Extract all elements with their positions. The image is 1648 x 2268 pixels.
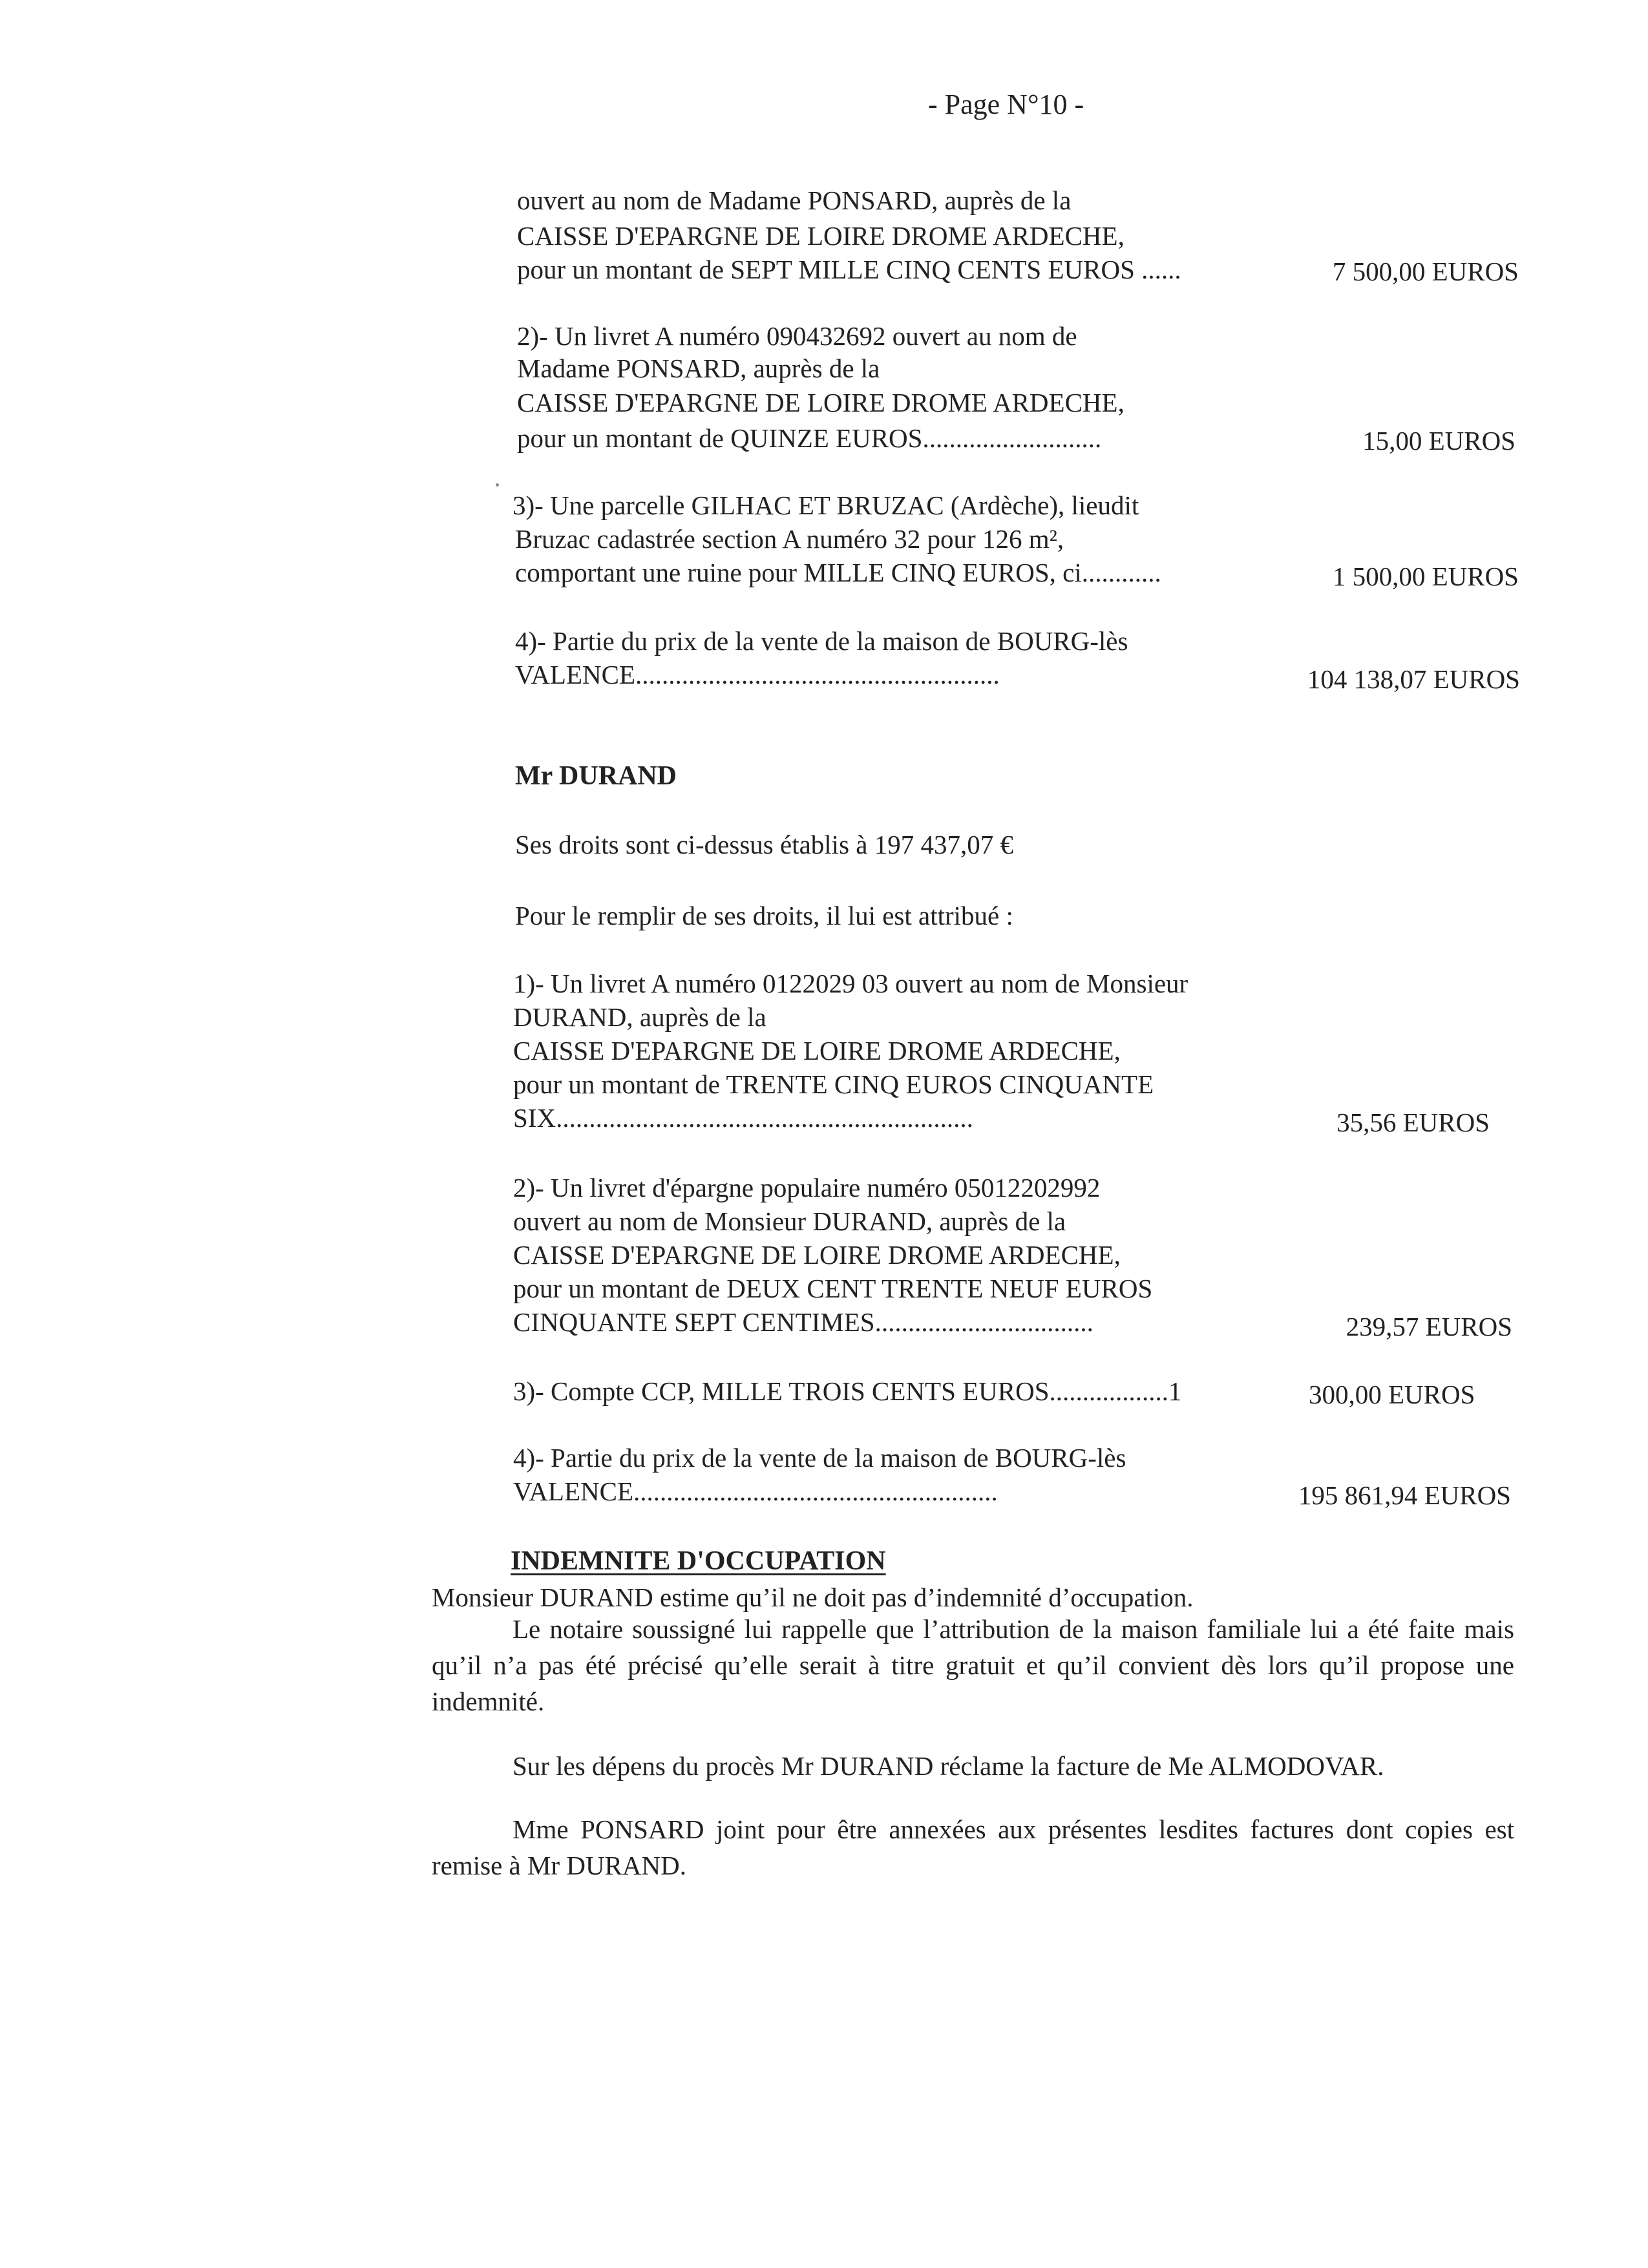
durand-rights: Ses droits sont ci-dessus établis à 197 437,07 € bbox=[515, 830, 1013, 859]
ponsard-item2-line1: 2)- Un livret A numéro 090432692 ouvert au nom de bbox=[517, 321, 1077, 351]
indemnite-line1: Monsieur DURAND estime qu’il ne doit pas d’indemnité d’occupation. bbox=[432, 1582, 1194, 1612]
durand-item1-line4: pour un montant de TRENTE CINQ EUROS CINQUANTE bbox=[513, 1069, 1154, 1099]
ponsard-item4-line1: 4)- Partie du prix de la vente de la maison de BOURG-lès bbox=[515, 626, 1128, 656]
durand-item3-amount: 300,00 EUROS bbox=[1309, 1380, 1475, 1409]
indemnite-paragraph-notaire: Le notaire soussigné lui rappelle que l’attribution de la maison familiale lui a été faite mais qu’il n’a pas été précisé qu’elle serait à titre gratuit et qu’il convient dès lors qu’il propose une indemnité. bbox=[432, 1614, 1514, 1716]
ponsard-item1-line3: pour un montant de SEPT MILLE CINQ CENTS EUROS ...... bbox=[517, 255, 1181, 284]
indemnite-heading: INDEMNITE D'OCCUPATION bbox=[511, 1546, 886, 1576]
durand-item1-line2: DURAND, auprès de la bbox=[513, 1002, 766, 1032]
ponsard-item4-line2: VALENCE....................................................... bbox=[515, 660, 1000, 689]
ponsard-item2-amount: 15,00 EUROS bbox=[1362, 426, 1516, 456]
ponsard-item1-line1: ouvert au nom de Madame PONSARD, auprès de la bbox=[517, 185, 1072, 215]
durand-item2-line2: ouvert au nom de Monsieur DURAND, auprès de la bbox=[513, 1206, 1066, 1236]
durand-item2-amount: 239,57 EUROS bbox=[1346, 1312, 1512, 1341]
ponsard-item4-amount: 104 138,07 EUROS bbox=[1307, 664, 1520, 694]
durand-item4-line2: VALENCE....................................................... bbox=[513, 1476, 998, 1506]
durand-item1-amount: 35,56 EUROS bbox=[1336, 1108, 1490, 1137]
ponsard-item3-line3: comportant une ruine pour MILLE CINQ EUROS, ci............ bbox=[515, 558, 1161, 587]
durand-item1-line3: CAISSE D'EPARGNE DE LOIRE DROME ARDECHE, bbox=[513, 1036, 1121, 1066]
ponsard-item2-line3: CAISSE D'EPARGNE DE LOIRE DROME ARDECHE, bbox=[517, 388, 1125, 417]
durand-item3-line1: 3)- Compte CCP, MILLE TROIS CENTS EUROS..................1 bbox=[513, 1376, 1182, 1406]
durand-heading: Mr DURAND bbox=[515, 761, 677, 791]
durand-item2-line5: CINQUANTE SEPT CENTIMES................................. bbox=[513, 1307, 1093, 1337]
indemnite-paragraph-factures: Mme PONSARD joint pour être annexées aux présentes lesdites factures dont copies est remise à Mr DURAND. bbox=[432, 1814, 1514, 1880]
ponsard-item1-line2: CAISSE D'EPARGNE DE LOIRE DROME ARDECHE, bbox=[517, 221, 1125, 251]
scan-speck bbox=[496, 483, 499, 487]
durand-attribution: Pour le remplir de ses droits, il lui est attribué : bbox=[515, 901, 1013, 930]
ponsard-item3-amount: 1 500,00 EUROS bbox=[1332, 562, 1519, 591]
indemnite-paragraph-depens: Sur les dépens du procès Mr DURAND réclame la facture de Me ALMODOVAR. bbox=[512, 1751, 1384, 1781]
durand-item4-amount: 195 861,94 EUROS bbox=[1298, 1480, 1511, 1510]
ponsard-item2-line4: pour un montant de QUINZE EUROS........................... bbox=[517, 423, 1102, 453]
ponsard-item3-line1: 3)- Une parcelle GILHAC ET BRUZAC (Ardèche), lieudit bbox=[512, 490, 1139, 520]
durand-item1-line1: 1)- Un livret A numéro 0122029 03 ouvert au nom de Monsieur bbox=[513, 969, 1188, 998]
page-number: - Page N°10 - bbox=[928, 89, 1084, 120]
durand-item4-line1: 4)- Partie du prix de la vente de la maison de BOURG-lès bbox=[513, 1443, 1126, 1473]
durand-item2-line3: CAISSE D'EPARGNE DE LOIRE DROME ARDECHE, bbox=[513, 1240, 1121, 1270]
ponsard-item2-line2: Madame PONSARD, auprès de la bbox=[517, 353, 880, 383]
ponsard-item3-line2: Bruzac cadastrée section A numéro 32 pour 126 m², bbox=[515, 524, 1064, 554]
durand-item2-line4: pour un montant de DEUX CENT TRENTE NEUF EUROS bbox=[513, 1274, 1153, 1303]
ponsard-item1-amount: 7 500,00 EUROS bbox=[1332, 257, 1519, 286]
durand-item1-line5: SIX............................................................... bbox=[513, 1103, 973, 1133]
durand-item2-line1: 2)- Un livret d'épargne populaire numéro 05012202992 bbox=[513, 1173, 1101, 1202]
